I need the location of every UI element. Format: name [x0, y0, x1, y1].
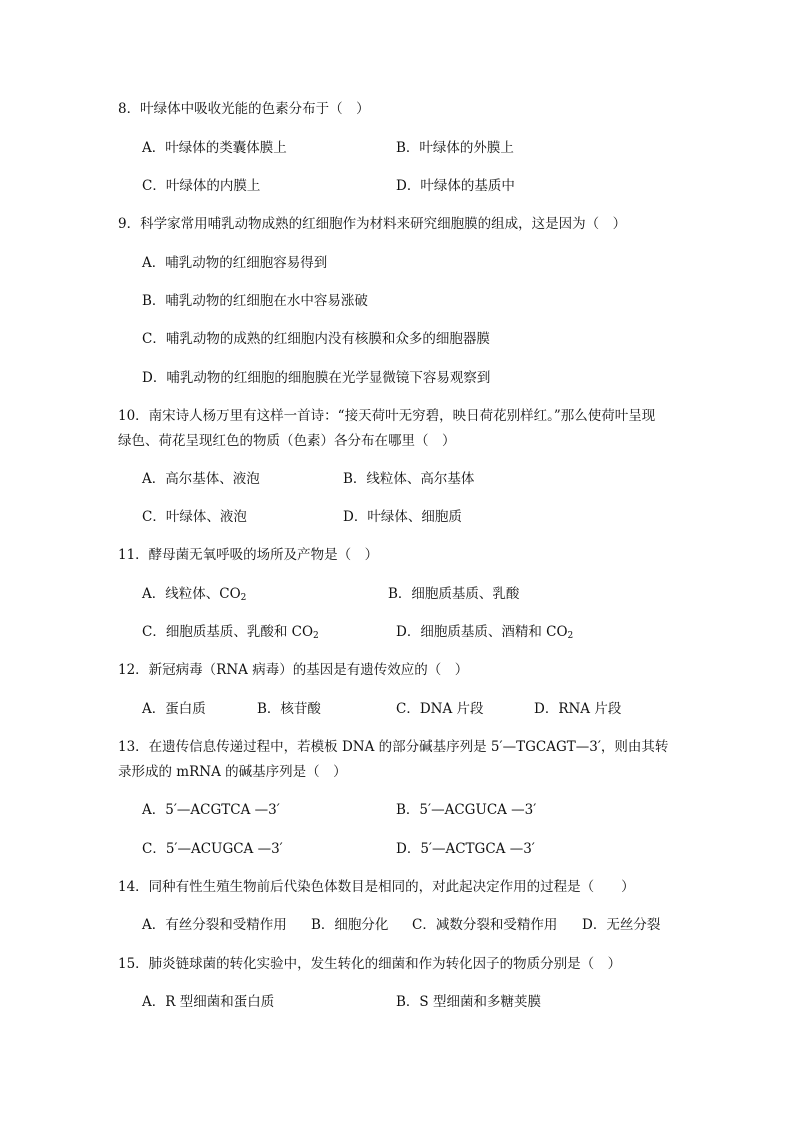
question-10-stem-line2: 绿色、荷花呈现红色的物质（色素）各分布在哪里（ ）	[118, 433, 456, 449]
question-12-option-a: A．蛋白质	[142, 701, 206, 717]
question-11-stem: 11．酵母菌无氧呼吸的场所及产物是（ ）	[118, 547, 379, 563]
question-10-stem-line1: 10．南宋诗人杨万里有这样一首诗：“接天荷叶无穷碧，映日荷花别样红。”那么使荷叶呈现	[118, 408, 656, 424]
question-11-option-c	[142, 623, 319, 641]
question-15-stem: 15．肺炎链球菌的转化实验中，发生转化的细菌和作为转化因子的物质分别是（ ）	[118, 956, 622, 972]
question-13-stem-line1: 13．在遗传信息传递过程中，若模板 DNA 的部分碱基序列是 5′—TGCAGT—3′，则由其转	[118, 739, 669, 755]
subscript-2: 2	[313, 631, 319, 641]
question-11-option-b: B．细胞质基质、乳酸	[388, 586, 520, 602]
subscript-2: 2	[240, 593, 247, 603]
question-11-option-d-text: D．细胞质基质、酒精和 CO	[396, 624, 568, 640]
question-12-option-d: D．RNA 片段	[534, 701, 622, 717]
question-14-stem: 14．同种有性生殖生物前后代染色体数目是相同的，对此起决定作用的过程是（ ）	[118, 879, 635, 895]
question-8-option-b: B．叶绿体的外膜上	[396, 140, 514, 156]
question-13-option-a: A．5′—ACGTCA —3′	[142, 802, 280, 818]
question-11-option-d	[396, 623, 573, 641]
question-8-option-d: D．叶绿体的基质中	[396, 178, 515, 194]
question-13-option-c: C．5′—ACUGCA —3′	[142, 841, 283, 857]
question-14-option-c: C．减数分裂和受精作用	[412, 917, 558, 933]
question-8-option-a: A．叶绿体的类囊体膜上	[142, 140, 287, 156]
question-12-option-b: B．核苷酸	[257, 701, 321, 717]
question-9-option-d: D．哺乳动物的红细胞的细胞膜在光学显微镜下容易观察到	[142, 370, 491, 386]
question-9-option-c: C．哺乳动物的成熟的红细胞内没有核膜和众多的细胞器膜	[142, 331, 490, 347]
question-14-option-a: A．有丝分裂和受精作用	[142, 917, 287, 933]
question-9-option-b: B．哺乳动物的红细胞在水中容易涨破	[142, 293, 368, 309]
question-15-option-b: B．S 型细菌和多糖荚膜	[396, 994, 541, 1010]
question-11-option-a	[142, 585, 246, 603]
question-13-stem-line2: 录形成的 mRNA 的碱基序列是（ ）	[118, 764, 347, 780]
question-9-option-a: A．哺乳动物的红细胞容易得到	[142, 255, 328, 271]
question-15-option-a: A．R 型细菌和蛋白质	[142, 994, 275, 1010]
question-10-option-a: A．高尔基体、液泡	[142, 471, 260, 487]
question-11-option-c-text: C．细胞质基质、乳酸和 CO	[142, 624, 314, 640]
question-12-option-c: C．DNA 片段	[396, 701, 484, 717]
question-14-option-b: B．细胞分化	[311, 917, 389, 933]
question-14-option-d: D．无丝分裂	[582, 917, 661, 933]
question-10-option-c: C．叶绿体、液泡	[142, 509, 247, 525]
question-11-option-a-text: A．线粒体、CO	[142, 586, 241, 602]
question-10-option-d: D．叶绿体、细胞质	[343, 509, 462, 525]
question-8-stem: 8．叶绿体中吸收光能的色素分布于（ ）	[118, 101, 370, 117]
question-13-option-b: B．5′—ACGUCA —3′	[396, 802, 537, 818]
subscript-2: 2	[567, 631, 574, 641]
question-10-option-b: B．线粒体、高尔基体	[343, 471, 475, 487]
question-13-option-d: D．5′—ACTGCA —3′	[396, 841, 535, 857]
question-9-stem: 9．科学家常用哺乳动物成熟的红细胞作为材料来研究细胞膜的组成，这是因为（ ）	[118, 216, 627, 232]
question-8-option-c: C．叶绿体的内膜上	[142, 178, 261, 194]
question-12-stem: 12．新冠病毒（RNA 病毒）的基因是有遗传效应的（ ）	[118, 662, 469, 678]
